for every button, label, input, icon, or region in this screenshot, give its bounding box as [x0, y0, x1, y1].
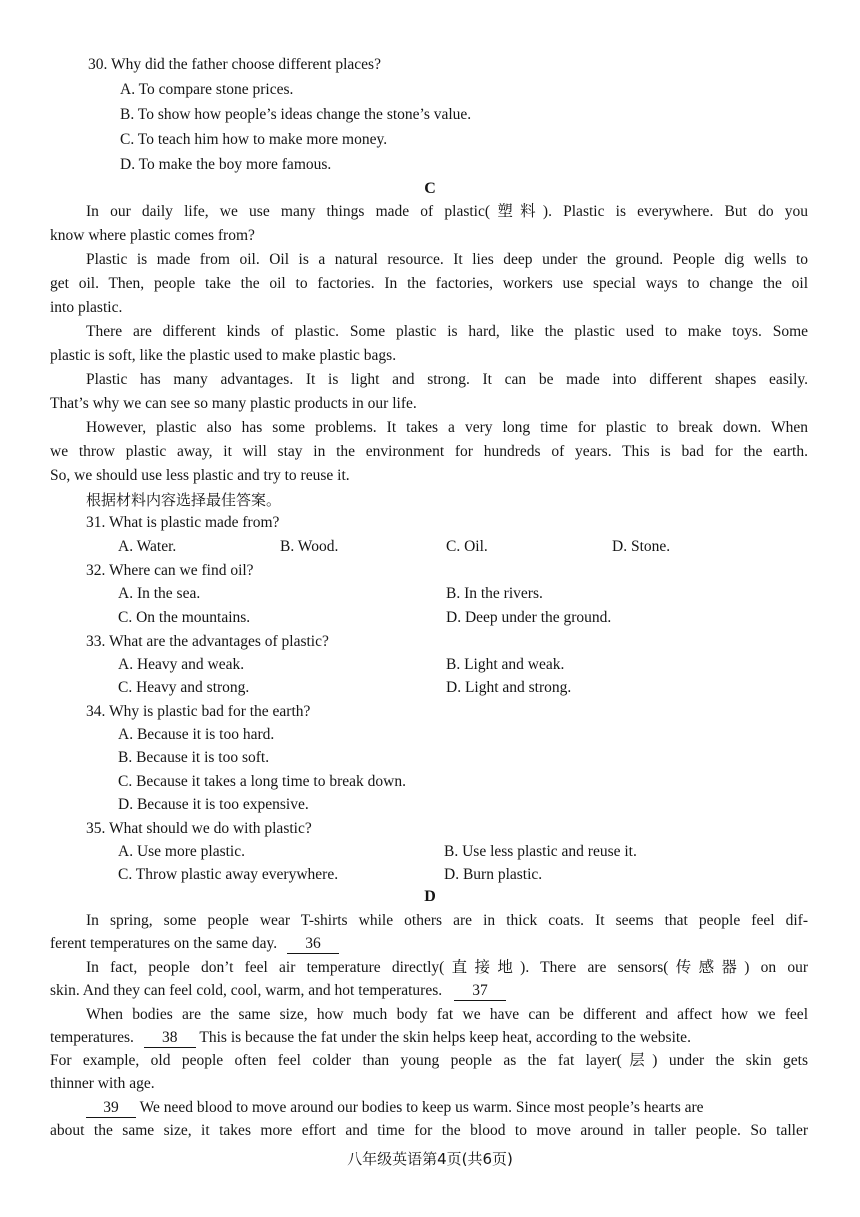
passage-d-p4-line2: about the same size, it takes more effort and time for the blood to move around in taller people. So taller — [50, 1122, 808, 1139]
passage-d-p1-line1: In spring, some people wear T-shirts while others are in thick coats. It seems that people feel dif- — [86, 912, 808, 929]
question-30-option-d: D. To make the boy more famous. — [120, 156, 332, 173]
passage-c-p5-line1: However, plastic also has some problems. It takes a very long time for plastic to break down. When — [86, 419, 808, 436]
passage-c-p3-line2: plastic is soft, like the plastic used to make plastic bags. — [50, 347, 397, 364]
question-34-option-a: A. Because it is too hard. — [118, 726, 275, 743]
question-32-stem: 32. Where can we find oil? — [86, 562, 254, 579]
passage-d-p3-line2 — [50, 1027, 691, 1049]
question-33-option-b: B. Light and weak. — [446, 656, 565, 673]
passage-d-p3-line4: thinner with age. — [50, 1075, 155, 1092]
blank-36[interactable]: 36 — [287, 935, 339, 954]
question-30-option-b: B. To show how people’s ideas change the stone’s value. — [120, 106, 472, 123]
blank-38[interactable]: 38 — [144, 1029, 196, 1048]
passage-d-p3-line1: When bodies are the same size, how much body fat we have can be different and affect how we feel — [86, 1006, 808, 1023]
question-34-option-c: C. Because it takes a long time to break down. — [118, 773, 406, 790]
question-33-option-a: A. Heavy and weak. — [118, 656, 245, 673]
question-31-stem: 31. What is plastic made from? — [86, 514, 280, 531]
passage-d-p3-line2-text-b: This is because the fat under the skin helps keep heat, according to the website. — [199, 1029, 691, 1046]
question-31-option-a: A. Water. — [118, 538, 177, 555]
question-35-option-c: C. Throw plastic away everywhere. — [118, 866, 339, 883]
question-33-option-d: D. Light and strong. — [446, 679, 572, 696]
passage-d-p1-line2 — [50, 933, 339, 955]
passage-c-p1-line2: know where plastic comes from? — [50, 227, 255, 244]
section-c-heading: C — [424, 180, 436, 197]
passage-d-p2-line2-text: skin. And they can feel cold, cool, warm, and hot temperatures. — [50, 982, 443, 999]
question-31-option-d: D. Stone. — [612, 538, 671, 555]
page-footer: 八年级英语第4页(共6页) — [347, 1150, 513, 1168]
question-32-option-d: D. Deep under the ground. — [446, 609, 612, 626]
question-33-stem: 33. What are the advantages of plastic? — [86, 633, 329, 650]
question-35-option-a: A. Use more plastic. — [118, 843, 245, 860]
passage-c-p1-line1: In our daily life, we use many things made of plastic(塑料). Plastic is everywhere. But do you — [86, 203, 808, 220]
passage-c-p2-line2: get oil. Then, people take the oil to factories. In the factories, workers use special ways to change the oil — [50, 275, 808, 292]
question-35-option-b: B. Use less plastic and reuse it. — [444, 843, 637, 860]
blank-39[interactable]: 39 — [86, 1099, 136, 1118]
passage-c-p2-line3: into plastic. — [50, 299, 123, 316]
question-35-option-d: D. Burn plastic. — [444, 866, 543, 883]
passage-d-p2-line1: In fact, people don’t feel air temperature directly(直接地). There are sensors(传感器) on our — [86, 959, 808, 976]
question-30-stem: 30. Why did the father choose different places? — [88, 56, 381, 73]
question-35-stem: 35. What should we do with plastic? — [86, 820, 312, 837]
passage-c-p5-line3: So, we should use less plastic and try to reuse it. — [50, 467, 350, 484]
passage-d-p1-line2-text: ferent temperatures on the same day. — [50, 935, 278, 952]
blank-37[interactable]: 37 — [454, 982, 506, 1001]
passage-c-p5-line2: we throw plastic away, it will stay in the environment for hundreds of years. This is bad for the earth. — [50, 443, 808, 460]
question-32-option-c: C. On the mountains. — [118, 609, 251, 626]
passage-d-p2-line2 — [50, 980, 506, 1002]
passage-c-p2-line1: Plastic is made from oil. Oil is a natural resource. It lies deep under the ground. People dig wells to — [86, 251, 808, 268]
question-30-option-a: A. To compare stone prices. — [120, 81, 294, 98]
passage-d-p3-line2-text-a: temperatures. — [50, 1029, 134, 1046]
question-34-stem: 34. Why is plastic bad for the earth? — [86, 703, 311, 720]
passage-c-p4-line2: That’s why we can see so many plastic products in our life. — [50, 395, 417, 412]
passage-d-p4-line1 — [86, 1097, 704, 1119]
instruction-text: 根据材料内容选择最佳答案。 — [86, 491, 282, 509]
section-d-heading: D — [424, 888, 436, 905]
question-34-option-d: D. Because it is too expensive. — [118, 796, 309, 813]
question-33-option-c: C. Heavy and strong. — [118, 679, 250, 696]
passage-d-p3-line3: For example, old people often feel colder than young people as the fat layer(层) under the skin gets — [50, 1052, 808, 1069]
question-31-option-c: C. Oil. — [446, 538, 488, 555]
question-32-option-a: A. In the sea. — [118, 585, 201, 602]
question-34-option-b: B. Because it is too soft. — [118, 749, 270, 766]
question-32-option-b: B. In the rivers. — [446, 585, 543, 602]
passage-d-p4-line1-text: We need blood to move around our bodies to keep us warm. Since most people’s hearts are — [139, 1099, 704, 1116]
question-30-option-c: C. To teach him how to make more money. — [120, 131, 388, 148]
passage-c-p3-line1: There are different kinds of plastic. Some plastic is hard, like the plastic used to make toys. Some — [86, 323, 808, 340]
question-31-option-b: B. Wood. — [280, 538, 339, 555]
passage-c-p4-line1: Plastic has many advantages. It is light and strong. It can be made into different shapes easily. — [86, 371, 808, 388]
